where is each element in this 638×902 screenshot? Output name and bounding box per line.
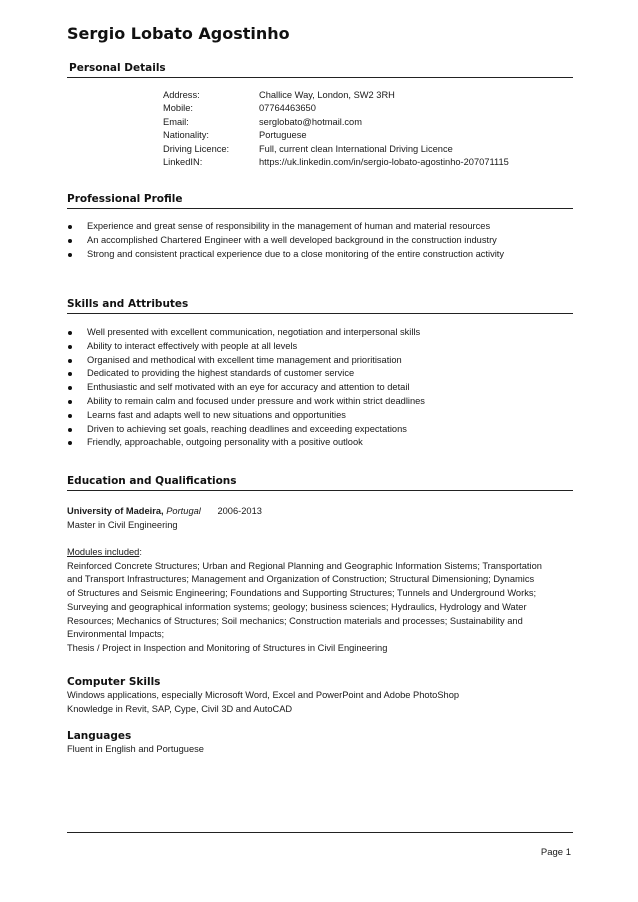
education-years: 2006-2013 — [217, 506, 262, 516]
modules-heading — [67, 546, 577, 560]
detail-value: Portuguese — [259, 130, 307, 141]
university-name: University of Madeira, — [67, 506, 164, 516]
modules-colon: : — [139, 547, 142, 558]
languages-block — [67, 729, 577, 757]
detail-value: https://uk.linkedin.com/in/sergio-lobato-agostinho-207071115 — [259, 156, 509, 167]
list-item: Learns fast and adapts well to new situations and opportunities — [67, 409, 425, 423]
personal-details-table — [163, 89, 509, 169]
computer-skills-line: Knowledge in Revit, SAP, Cype, Civil 3D and AutoCAD — [67, 703, 293, 714]
list-item: Well presented with excellent communication, negotiation and interpersonal skills — [67, 326, 425, 340]
section-heading-skills — [67, 297, 573, 314]
detail-row-linkedin — [163, 156, 509, 169]
section-title: Personal Details — [69, 62, 166, 74]
detail-row-address — [163, 89, 509, 102]
computer-skills-title: Computer Skills — [67, 676, 161, 688]
detail-value: Full, current clean International Driving Licence — [259, 143, 453, 154]
profile-list — [67, 220, 504, 261]
detail-label: Nationality: — [163, 130, 209, 141]
section-title: Skills and Attributes — [67, 298, 189, 310]
list-item: Strong and consistent practical experience due to a close monitoring of the entire construction activity — [67, 248, 504, 262]
skills-list — [67, 326, 425, 450]
detail-row-mobile — [163, 102, 509, 115]
modules-label: Modules included — [67, 547, 140, 558]
education-institution-line — [67, 505, 577, 519]
languages-title: Languages — [67, 730, 132, 742]
list-item: An accomplished Chartered Engineer with a well developed background in the construction industry — [67, 234, 504, 248]
list-item: Driven to achieving set goals, reaching deadlines and exceeding expectations — [67, 423, 425, 437]
modules-line: of Structures and Seismic Engineering; Foundations and Supporting Structures; Tunnels and Underground Works; — [67, 588, 537, 599]
list-item: Ability to remain calm and focused under pressure and work within strict deadlines — [67, 395, 425, 409]
list-item: Enthusiastic and self motivated with an eye for accuracy and attention to detail — [67, 381, 425, 395]
footer-divider — [67, 832, 573, 833]
modules-text — [67, 560, 577, 656]
computer-skills-block — [67, 675, 577, 716]
section-heading-professional-profile — [67, 192, 573, 209]
detail-label: Email: — [163, 116, 189, 127]
list-item: Organised and methodical with excellent time management and prioritisation — [67, 354, 425, 368]
detail-value: serglobato@hotmail.com — [259, 116, 362, 127]
section-title: Professional Profile — [67, 193, 183, 205]
list-item: Experience and great sense of responsibility in the management of human and material resources — [67, 220, 504, 234]
detail-row-email — [163, 116, 509, 129]
detail-label: Address: — [163, 90, 200, 100]
candidate-name: Sergio Lobato Agostinho — [67, 24, 290, 43]
degree: Master in Civil Engineering — [67, 519, 178, 530]
page-number: Page 1 — [540, 847, 571, 858]
section-heading-education — [67, 474, 573, 491]
detail-label: Mobile: — [163, 103, 193, 114]
detail-value: 07764463650 — [259, 103, 316, 114]
computer-skills-line: Windows applications, especially Microsoft Word, Excel and PowerPoint and Adobe PhotoShop — [67, 690, 460, 700]
list-item: Friendly, approachable, outgoing personality with a positive outlook — [67, 436, 425, 450]
section-title: Education and Qualifications — [67, 475, 237, 487]
detail-row-nationality — [163, 129, 509, 142]
education-entry — [67, 505, 577, 656]
modules-line: Environmental Impacts; — [67, 629, 165, 640]
detail-label: LinkedIN: — [163, 156, 203, 167]
thesis: Thesis / Project in Inspection and Monitoring of Structures in Civil Engineering — [67, 643, 388, 653]
list-item: Ability to interact effectively with people at all levels — [67, 340, 425, 354]
modules-line: and Transport Infrastructures; Management and Organization of Construction; Structural Dimensioning; Dynamics — [67, 574, 535, 585]
modules-line: Surveying and geographical information systems; geology; business sciences; Hydraulics, Hydrology and Water — [67, 601, 527, 612]
university-location: Portugal — [166, 506, 201, 516]
section-heading-personal-details — [67, 61, 573, 78]
list-item: Dedicated to providing the highest standards of customer service — [67, 367, 425, 381]
modules-line: Resources; Mechanics of Structures; Soil mechanics; Construction materials and processes; Sustainability and — [67, 615, 523, 626]
modules-line: Reinforced Concrete Structures; Urban and Regional Planning and Geographic Information Sistems; Transportation — [67, 560, 542, 571]
detail-label: Driving Licence: — [163, 143, 230, 154]
detail-row-driving-licence — [163, 143, 509, 156]
detail-value: Challice Way, London, SW2 3RH — [259, 90, 395, 100]
languages-line: Fluent in English and Portuguese — [67, 744, 204, 754]
